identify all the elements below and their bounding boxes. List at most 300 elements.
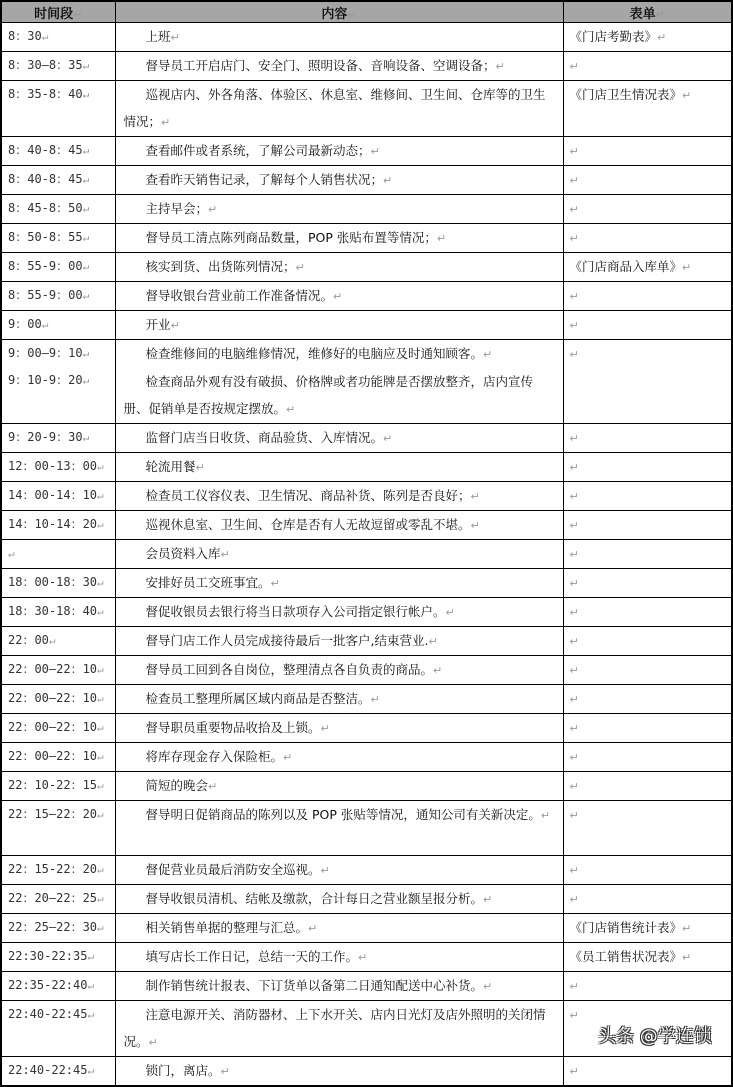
table-row [1, 253, 732, 282]
content-cell [115, 282, 563, 311]
content-cell [115, 569, 563, 598]
table-row [1, 166, 732, 195]
content-text: 检查员工整理所属区域内商品是否整洁。 [145, 691, 371, 706]
content-cell [115, 972, 563, 1001]
content-cell [115, 627, 563, 656]
content-cell [115, 801, 563, 856]
paragraph-mark-icon: ↵ [569, 490, 579, 503]
paragraph-mark-icon: ↵ [286, 403, 296, 416]
time-cell [1, 166, 115, 195]
time-range: 9：20-9：30↵ [8, 430, 90, 444]
paragraph-mark-icon: ↵ [569, 1065, 579, 1078]
content-cell [115, 943, 563, 972]
content-text: 监督门店当日收货、商品验货、入库情况。 [145, 430, 384, 445]
time-range: 9：00—9：10↵ [8, 346, 90, 360]
paragraph-mark-icon: ↵ [82, 289, 90, 302]
paragraph-mark-icon: ↵ [569, 203, 579, 216]
content-cell [115, 311, 563, 340]
paragraph-mark-icon: ↵ [569, 635, 579, 648]
form-name: 《门店考勤表》 [569, 29, 658, 44]
paragraph-mark-icon: ↵ [569, 577, 579, 590]
content-cell [115, 772, 563, 801]
content-text: 查看邮件或者系统，了解公司最新动态； [145, 143, 371, 158]
paragraph-mark-icon: ↵ [97, 750, 104, 763]
table-row [1, 772, 732, 801]
paragraph-mark-icon: ↵ [82, 202, 90, 215]
paragraph-mark-icon: ↵ [97, 576, 104, 589]
time-cell [1, 972, 115, 1001]
table-row [1, 137, 732, 166]
content-text: 督导门店工作人员完成接待最后一批客户,结束营业. [145, 633, 429, 648]
content-cell [115, 340, 563, 424]
form-cell [563, 424, 732, 453]
paragraph-mark-icon: ↵ [655, 7, 665, 21]
paragraph-mark-icon: ↵ [569, 780, 579, 793]
paragraph-mark-icon: ↵ [569, 722, 579, 735]
table-row [1, 685, 732, 714]
time-range: 9：10-9：20↵ [8, 373, 90, 387]
table-row [1, 282, 732, 311]
paragraph-mark-icon: ↵ [445, 606, 455, 619]
time-range: 8：40-8：45↵ [8, 143, 90, 157]
form-cell [563, 540, 732, 569]
paragraph-mark-icon: ↵ [82, 88, 90, 101]
content-cell [115, 598, 563, 627]
paragraph-mark-icon: ↵ [97, 518, 104, 531]
paragraph-mark-icon: ↵ [470, 490, 480, 503]
header-form: 表单↵ [563, 1, 732, 23]
time-cell [1, 598, 115, 627]
form-cell [563, 569, 732, 598]
time-range: 8：35-8：40↵ [8, 87, 90, 101]
time-range: 14：10-14：20↵ [8, 517, 104, 531]
content-cell [115, 856, 563, 885]
table-row [1, 627, 732, 656]
table-body [1, 23, 732, 1087]
paragraph-mark-icon: ↵ [569, 232, 579, 245]
form-cell [563, 224, 732, 253]
form-cell [563, 627, 732, 656]
paragraph-mark-icon: ↵ [370, 145, 380, 158]
paragraph-mark-icon: ↵ [87, 979, 95, 992]
form-cell [563, 453, 732, 482]
content-text: 督导员工清点陈列商品数量，POP 张贴布置等情况； [145, 230, 437, 245]
form-cell [563, 23, 732, 52]
time-range: 22：15—22：20↵ [8, 807, 104, 821]
time-cell [1, 943, 115, 972]
time-cell [1, 340, 115, 424]
paragraph-mark-icon: ↵ [87, 1064, 95, 1077]
time-range: 22：15-22：20↵ [8, 862, 104, 876]
paragraph-mark-icon: ↵ [569, 809, 579, 822]
content-text: 锁门，离店。 [145, 1063, 221, 1078]
paragraph-mark-icon: ↵ [161, 116, 171, 129]
paragraph-mark-icon: ↵ [436, 232, 447, 245]
table-row [1, 81, 732, 137]
table-row [1, 424, 732, 453]
time-cell [1, 52, 115, 81]
paragraph-mark-icon: ↵ [569, 432, 579, 445]
content-text: 督导员工回到各自岗位，整理清点各自负责的商品。 [145, 662, 434, 677]
time-cell [1, 424, 115, 453]
paragraph-mark-icon: ↵ [428, 635, 438, 648]
time-cell [1, 801, 115, 856]
paragraph-mark-icon: ↵ [569, 664, 579, 677]
paragraph-mark-icon: ↵ [569, 461, 579, 474]
time-range: 8：30—8：35↵ [8, 58, 90, 72]
content-cell [115, 137, 563, 166]
time-cell [1, 856, 115, 885]
paragraph-mark-icon: ↵ [569, 60, 579, 73]
paragraph-mark-icon: ↵ [569, 548, 579, 561]
form-cell [563, 166, 732, 195]
content-cell [115, 166, 563, 195]
content-cell [115, 1057, 563, 1087]
table-row [1, 482, 732, 511]
content-cell [115, 195, 563, 224]
time-cell [1, 1001, 115, 1057]
content-text: 轮流用餐 [145, 459, 196, 474]
table-row [1, 195, 732, 224]
content-text: 督促营业员最后消防安全巡视。 [145, 862, 321, 877]
time-range: 22：00↵ [8, 633, 56, 647]
form-cell [563, 943, 732, 972]
form-cell [563, 656, 732, 685]
paragraph-mark-icon: ↵ [97, 779, 104, 792]
time-range: 8：45-8：50↵ [8, 201, 90, 215]
paragraph-mark-icon: ↵ [82, 260, 90, 273]
paragraph-mark-icon: ↵ [97, 489, 104, 502]
form-cell [563, 482, 732, 511]
paragraph-mark-icon: ↵ [682, 922, 692, 935]
time-range: 22：25—22：30↵ [8, 920, 104, 934]
time-range: 22:40-22:45↵ [8, 1007, 95, 1021]
content-text: 查看昨天销售记录，了解每个人销售状况； [145, 172, 384, 187]
time-range: 9：00↵ [8, 317, 49, 331]
form-name: 《门店销售统计表》 [569, 920, 683, 935]
form-cell [563, 340, 732, 424]
paragraph-mark-icon: ↵ [97, 721, 104, 734]
table-header-row [1, 1, 732, 23]
table-row [1, 340, 732, 424]
time-range: 8：55-9：00↵ [8, 288, 90, 302]
content-text: 开业 [145, 317, 171, 332]
content-text: 简短的晚会 [145, 778, 209, 793]
time-range: 22:40-22:45↵ [8, 1063, 95, 1077]
content-text: 将库存现金存入保险柜。 [145, 749, 284, 764]
time-range: 22：20—22：25↵ [8, 891, 104, 905]
content-text: 督导员工开启店门、安全门、照明设备、音响设备、空调设备； [145, 58, 496, 73]
paragraph-mark-icon: ↵ [170, 31, 180, 44]
time-cell [1, 224, 115, 253]
paragraph-mark-icon: ↵ [495, 60, 505, 73]
form-cell [563, 282, 732, 311]
paragraph-mark-icon: ↵ [97, 460, 104, 473]
paragraph-mark-icon: ↵ [470, 519, 480, 532]
time-cell [1, 714, 115, 743]
paragraph-mark-icon: ↵ [82, 144, 90, 157]
paragraph-mark-icon: ↵ [569, 693, 579, 706]
form-cell [563, 743, 732, 772]
paragraph-mark-icon: ↵ [270, 577, 280, 590]
table-row [1, 714, 732, 743]
header-content: 内容↵ [115, 1, 563, 23]
content-cell [115, 224, 563, 253]
paragraph-mark-icon: ↵ [97, 892, 104, 905]
paragraph-mark-icon: ↵ [82, 59, 90, 72]
content-cell [115, 743, 563, 772]
content-text: 检查员工仪容仪表、卫生情况、商品补货、陈列是否良好； [145, 488, 471, 503]
time-range: 22：10-22：15↵ [8, 778, 104, 792]
paragraph-mark-icon: ↵ [569, 1009, 579, 1022]
paragraph-mark-icon: ↵ [170, 319, 180, 332]
paragraph-mark-icon: ↵ [82, 431, 90, 444]
time-range: 22:30-22:35↵ [8, 949, 95, 963]
time-cell [1, 540, 115, 569]
table-row [1, 224, 732, 253]
paragraph-mark-icon: ↵ [220, 548, 230, 561]
paragraph-mark-icon: ↵ [483, 980, 493, 993]
paragraph-mark-icon: ↵ [220, 1065, 230, 1078]
paragraph-mark-icon: ↵ [569, 174, 579, 187]
content-paragraph: 检查维修间的电脑维修情况，维修好的电脑应及时通知顾客。↵ [145, 346, 493, 361]
content-text: 巡视店内、外各角落、体验区、休息室、维修间、卫生间、仓库等的卫生情况； [123, 87, 546, 129]
content-text: 督导收银台营业前工作准备情况。 [145, 288, 334, 303]
table-row [1, 856, 732, 885]
form-cell [563, 772, 732, 801]
content-cell [115, 885, 563, 914]
table-row [1, 23, 732, 52]
time-cell [1, 743, 115, 772]
time-cell [1, 81, 115, 137]
table-row [1, 598, 732, 627]
paragraph-mark-icon: ↵ [657, 31, 667, 44]
time-range: 22：00—22：10↵ [8, 749, 104, 763]
table-row [1, 743, 732, 772]
time-range: 8：55-9：00↵ [8, 259, 90, 273]
table-row [1, 453, 732, 482]
form-name: 《员工销售状况表》 [569, 949, 683, 964]
form-cell [563, 137, 732, 166]
content-text: 督促收银员去银行将当日款项存入公司指定银行帐户。 [145, 604, 446, 619]
paragraph-mark-icon: ↵ [347, 7, 357, 21]
time-range: 8：40-8：45↵ [8, 172, 90, 186]
content-cell [115, 714, 563, 743]
form-cell [563, 598, 732, 627]
table-row [1, 540, 732, 569]
form-cell [563, 311, 732, 340]
paragraph-mark-icon: ↵ [97, 692, 104, 705]
time-range: 8：30↵ [8, 29, 49, 43]
paragraph-mark-icon: ↵ [97, 863, 104, 876]
form-cell [563, 195, 732, 224]
table-row [1, 943, 732, 972]
content-text: 督导职员重要物品收拾及上锁。 [145, 720, 321, 735]
watermark: 头条 @学连锁 [598, 1026, 712, 1047]
paragraph-mark-icon: ↵ [569, 980, 579, 993]
paragraph-mark-icon: ↵ [97, 663, 104, 676]
paragraph-mark-icon: ↵ [569, 145, 579, 158]
time-cell [1, 23, 115, 52]
paragraph-mark-icon: ↵ [682, 261, 692, 274]
paragraph-mark-icon: ↵ [540, 809, 551, 822]
time-cell [1, 253, 115, 282]
paragraph-mark-icon: ↵ [569, 319, 579, 332]
form-cell [563, 972, 732, 1001]
paragraph-mark-icon: ↵ [87, 950, 95, 963]
paragraph-mark-icon: ↵ [569, 519, 579, 532]
paragraph-mark-icon: ↵ [97, 808, 104, 821]
paragraph-mark-icon: ↵ [97, 605, 104, 618]
paragraph-mark-icon: ↵ [569, 348, 579, 361]
paragraph-mark-icon: ↵ [208, 780, 218, 793]
content-text: 制作销售统计报表、下订货单以备第二日通知配送中心补货。 [145, 978, 484, 993]
form-cell [563, 914, 732, 943]
time-range: 8：50-8：55↵ [8, 230, 90, 244]
paragraph-mark-icon: ↵ [41, 318, 49, 331]
table-row [1, 914, 732, 943]
paragraph-mark-icon: ↵ [682, 951, 692, 964]
paragraph-mark-icon: ↵ [97, 921, 104, 934]
time-cell [1, 137, 115, 166]
paragraph-mark-icon: ↵ [483, 893, 493, 906]
form-cell [563, 1057, 732, 1087]
paragraph-mark-icon: ↵ [82, 374, 90, 387]
header-time: 时间段↵ [1, 1, 115, 23]
content-text: 主持早会； [145, 201, 209, 216]
content-cell [115, 482, 563, 511]
time-cell [1, 195, 115, 224]
paragraph-mark-icon: ↵ [41, 30, 49, 43]
form-cell [563, 253, 732, 282]
paragraph-mark-icon: ↵ [358, 951, 368, 964]
time-range: 22：00—22：10↵ [8, 662, 104, 676]
form-cell [563, 856, 732, 885]
content-text: 督导收银员清机、结帐及缴款，合计每日之营业额呈报分析。 [145, 891, 484, 906]
content-paragraph: 检查商品外观有没有破损、价格牌或者功能牌是否摆放整齐，店内宣传册、促销单是否按规定摆放。↵ [123, 374, 534, 416]
paragraph-mark-icon: ↵ [73, 7, 83, 21]
content-cell [115, 914, 563, 943]
content-text: 注意电源开关、消防器材、上下水开关、店内日光灯及店外照明的关闭情况。 [123, 1007, 546, 1049]
time-cell [1, 914, 115, 943]
paragraph-mark-icon: ↵ [569, 864, 579, 877]
paragraph-mark-icon: ↵ [48, 634, 56, 647]
time-cell [1, 569, 115, 598]
content-cell [115, 685, 563, 714]
time-range: 18：00-18：30↵ [8, 575, 104, 589]
form-cell [563, 81, 732, 137]
content-cell [115, 453, 563, 482]
content-text: 巡视休息室、卫生间、仓库是否有人无故逗留或零乱不堪。 [145, 517, 471, 532]
form-cell [563, 685, 732, 714]
paragraph-mark-icon: ↵ [283, 751, 293, 764]
time-range: 22:35-22:40↵ [8, 978, 95, 992]
time-cell [1, 511, 115, 540]
paragraph-mark-icon: ↵ [370, 693, 380, 706]
time-cell [1, 453, 115, 482]
time-cell [1, 1057, 115, 1087]
content-text: 填写店长工作日记，总结一天的工作。 [145, 949, 359, 964]
time-cell [1, 685, 115, 714]
paragraph-mark-icon: ↵ [82, 173, 90, 186]
paragraph-mark-icon: ↵ [483, 348, 493, 361]
table-row [1, 1057, 732, 1087]
time-cell [1, 656, 115, 685]
paragraph-mark-icon: ↵ [320, 864, 330, 877]
paragraph-mark-icon: ↵ [320, 722, 330, 735]
content-cell [115, 424, 563, 453]
content-text: 核实到货、出货陈列情况； [145, 259, 296, 274]
paragraph-mark-icon: ↵ [82, 231, 90, 244]
paragraph-mark-icon: ↵ [333, 290, 343, 303]
content-cell [115, 1001, 563, 1057]
paragraph-mark-icon: ↵ [383, 432, 393, 445]
paragraph-mark-icon: ↵ [433, 664, 443, 677]
content-text: 上班 [145, 29, 171, 44]
content-text: 相关销售单据的整理与汇总。 [145, 920, 309, 935]
table-row [1, 511, 732, 540]
paragraph-mark-icon: ↵ [148, 1036, 158, 1049]
paragraph-mark-icon: ↵ [8, 547, 15, 560]
time-cell [1, 311, 115, 340]
paragraph-mark-icon: ↵ [82, 347, 90, 360]
content-cell [115, 52, 563, 81]
form-name: 《门店商品入库单》 [569, 259, 683, 274]
table-row [1, 656, 732, 685]
time-range: 12：00-13：00↵ [8, 459, 104, 473]
paragraph-mark-icon: ↵ [208, 203, 218, 216]
paragraph-mark-icon: ↵ [87, 1008, 95, 1021]
table-row [1, 569, 732, 598]
form-cell [563, 52, 732, 81]
content-cell [115, 540, 563, 569]
paragraph-mark-icon: ↵ [308, 922, 318, 935]
time-range: 14：00-14：10↵ [8, 488, 104, 502]
time-range: 18：30-18：40↵ [8, 604, 104, 618]
table-row [1, 972, 732, 1001]
content-cell [115, 81, 563, 137]
form-cell [563, 801, 732, 856]
form-cell [563, 511, 732, 540]
time-cell [1, 627, 115, 656]
table-row [1, 801, 732, 856]
content-cell [115, 23, 563, 52]
content-text: 安排好员工交班事宜。 [145, 575, 271, 590]
time-cell [1, 885, 115, 914]
paragraph-mark-icon: ↵ [682, 89, 692, 102]
time-range: 22：00—22：10↵ [8, 720, 104, 734]
paragraph-mark-icon: ↵ [383, 174, 393, 187]
paragraph-mark-icon: ↵ [195, 461, 205, 474]
time-range [8, 540, 109, 567]
paragraph-mark-icon: ↵ [569, 290, 579, 303]
table-row [1, 52, 732, 81]
paragraph-mark-icon: ↵ [569, 893, 579, 906]
form-cell [563, 714, 732, 743]
content-text: 督导明日促销商品的陈列以及 POP 张贴等情况，通知公司有关新决定。 [145, 807, 541, 822]
content-cell [115, 656, 563, 685]
table-row [1, 311, 732, 340]
content-cell [115, 511, 563, 540]
table-row [1, 885, 732, 914]
content-cell [115, 253, 563, 282]
paragraph-mark-icon: ↵ [569, 751, 579, 764]
form-name: 《门店卫生情况表》 [569, 87, 683, 102]
time-range: 22：00—22：10↵ [8, 691, 104, 705]
content-text: 会员资料入库 [145, 546, 221, 561]
paragraph-mark-icon: ↵ [295, 261, 305, 274]
time-cell [1, 772, 115, 801]
